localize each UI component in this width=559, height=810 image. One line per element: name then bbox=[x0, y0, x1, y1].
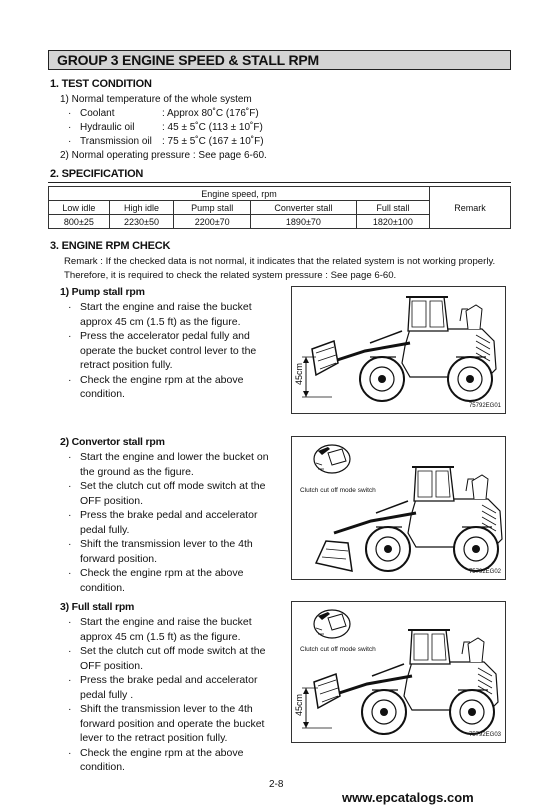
convertor-stall-figure bbox=[291, 436, 506, 580]
height-dimension-label: 45cm bbox=[294, 362, 304, 385]
figure-code: 75792EG01 bbox=[468, 403, 501, 409]
column-header: Full stall bbox=[356, 201, 429, 215]
pump-stall-title: 1) Pump stall rpm bbox=[60, 286, 145, 298]
table-cell: 2200±70 bbox=[174, 215, 251, 229]
clutch-switch-icon bbox=[314, 445, 350, 473]
remark-header: Remark bbox=[430, 187, 511, 229]
pump-stall-figure bbox=[291, 286, 506, 414]
convertor-stall-title: 2) Convertor stall rpm bbox=[60, 436, 165, 448]
height-dimension-label: 45cm bbox=[294, 693, 304, 716]
figure-code: 75792EG02 bbox=[468, 569, 501, 575]
test-condition-item-1: 1) Normal temperature of the whole system bbox=[60, 94, 252, 105]
table-cell: 2230±50 bbox=[109, 215, 173, 229]
section-divider bbox=[48, 182, 511, 183]
column-header: Converter stall bbox=[251, 201, 357, 215]
remark-line-1: Remark : If the checked data is not normal, it indicates that the related system is not working properly. bbox=[64, 256, 496, 267]
pump-stall-steps: · Start the engine and raise the bucket approx 45 cm (1.5 ft) as the figure. · Press the accelerator pedal fully and operate the bucket control lever to the retract position fully. · Check the engine rpm at the above condition. bbox=[68, 301, 257, 400]
full-stall-figure bbox=[291, 601, 506, 743]
full-stall-title: 3) Full stall rpm bbox=[60, 601, 135, 613]
table-cell: 800±25 bbox=[49, 215, 110, 229]
page-title: GROUP 3 ENGINE SPEED & STALL RPM bbox=[57, 52, 319, 68]
engine-speed-header: Engine speed, rpm bbox=[49, 187, 430, 201]
specification-table bbox=[48, 186, 511, 229]
table-cell: 1890±70 bbox=[251, 215, 357, 229]
coolant-row: · Coolant : Approx 80˚C (176˚F) bbox=[68, 108, 259, 119]
clutch-switch-label: Clutch cut off mode switch bbox=[300, 487, 376, 494]
remark-line-2: Therefore, it is required to check the related system pressure : See page 6-60. bbox=[64, 270, 397, 281]
clutch-switch-label: Clutch cut off mode switch bbox=[300, 646, 376, 653]
column-header: Low idle bbox=[49, 201, 110, 215]
wheel-loader-illustration bbox=[292, 437, 505, 579]
convertor-stall-steps: · Start the engine and lower the bucket on the ground as the figure. · Set the clutch cut off mode switch at the OFF position. · Press the brake pedal and accelerator pedal fully. · Shift the transmission lever to the 4th forward position. · Check the engine rpm at the above condition. bbox=[68, 451, 269, 594]
table-cell: 1820±100 bbox=[356, 215, 429, 229]
section-1-title: 1. TEST CONDITION bbox=[50, 78, 152, 90]
figure-code: 75792EG03 bbox=[468, 732, 501, 738]
page-number: 2-8 bbox=[269, 779, 284, 790]
section-3-title: 3. ENGINE RPM CHECK bbox=[50, 240, 171, 252]
wheel-loader-illustration bbox=[292, 287, 505, 413]
column-header: Pump stall bbox=[174, 201, 251, 215]
watermark: www.epcatalogs.com bbox=[342, 790, 474, 805]
group-title-bar bbox=[48, 50, 511, 70]
full-stall-steps: · Start the engine and raise the bucket approx 45 cm (1.5 ft) as the figure. · Set the clutch cut off mode switch at the OFF position. · Press the brake pedal and accelerator pedal fully . · Shift the transmission lever to the 4th forward position and operate the bucket lever to the retract position fully. · Check the engine rpm at the above condition. bbox=[68, 616, 266, 773]
wheel-loader-illustration bbox=[292, 602, 505, 742]
column-header: High idle bbox=[109, 201, 173, 215]
clutch-switch-icon bbox=[314, 610, 350, 638]
transmission-oil-row: · Transmission oil : 75 ± 5˚C (167 ± 10˚F) bbox=[68, 136, 264, 147]
hydraulic-oil-row: · Hydraulic oil : 45 ± 5˚C (113 ± 10˚F) bbox=[68, 122, 263, 133]
section-2-title: 2. SPECIFICATION bbox=[50, 168, 144, 180]
test-condition-item-2: 2) Normal operating pressure : See page 6-60. bbox=[60, 150, 267, 161]
